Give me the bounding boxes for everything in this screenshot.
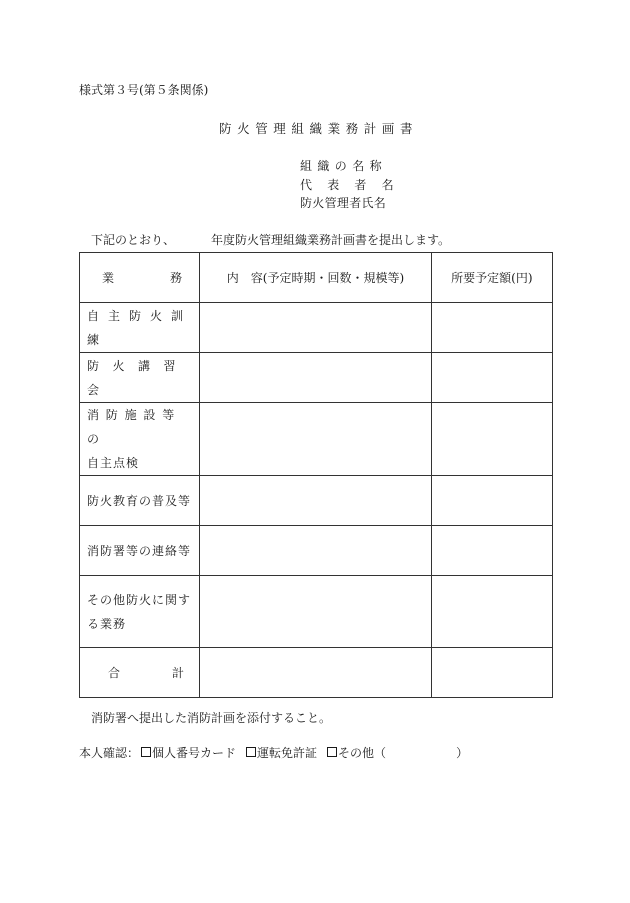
- budget-cell[interactable]: [431, 403, 552, 476]
- submission-prefix: 下記のとおり、: [91, 233, 176, 247]
- table-row: [80, 353, 553, 403]
- budget-cell[interactable]: [431, 476, 552, 526]
- task-cell: [80, 576, 200, 648]
- task-cell: 自主防火訓練: [80, 303, 200, 353]
- table-row: [80, 576, 553, 648]
- option-mynumber-card: 個人番号カード: [152, 746, 237, 760]
- task-cell: 消防署等の連絡等: [80, 526, 200, 576]
- task-line2: る業務: [87, 616, 127, 631]
- budget-cell[interactable]: [431, 303, 552, 353]
- total-label: [80, 648, 200, 698]
- option-other: その他（: [338, 746, 387, 760]
- task-line2: 自主点検: [87, 456, 140, 470]
- header-task-a: 業: [102, 271, 115, 285]
- total-b: 計: [172, 666, 185, 680]
- plan-table: [79, 252, 553, 698]
- task-line1: その他防火に関す: [87, 592, 192, 607]
- organization-name-label: 組織の名称: [300, 159, 388, 173]
- content-cell[interactable]: [200, 576, 431, 648]
- total-budget-cell[interactable]: [431, 648, 552, 698]
- checkbox-license[interactable]: [246, 747, 256, 757]
- option-drivers-license: 運転免許証: [257, 746, 318, 760]
- identity-label: 本人確認：: [79, 746, 140, 760]
- attachment-note: 消防署へ提出した消防計画を添付すること。: [91, 711, 332, 725]
- task-cell: [80, 403, 200, 476]
- representative-label: 代表者名: [300, 178, 409, 192]
- table-row: [80, 303, 553, 353]
- header-task: [80, 253, 200, 303]
- content-cell[interactable]: [200, 476, 431, 526]
- table-row: [80, 403, 553, 476]
- header-task-b: 務: [170, 271, 183, 285]
- option-other-close: ）: [456, 746, 469, 760]
- submission-suffix: 年度防火管理組織業務計画書を提出します。: [211, 233, 451, 247]
- identity-confirmation: [79, 744, 468, 761]
- content-cell[interactable]: [200, 353, 431, 403]
- table-row: [80, 526, 553, 576]
- table-total-row: [80, 648, 553, 698]
- submission-statement: [91, 231, 450, 248]
- table-header-row: [80, 253, 553, 303]
- header-content: 内 容(予定時期・回数・規模等): [200, 253, 431, 303]
- task-cell: 防火教育の普及等: [80, 476, 200, 526]
- content-cell[interactable]: [200, 526, 431, 576]
- form-number: 様式第３号(第５条関係): [79, 83, 209, 97]
- header-budget: 所要予定額(円): [431, 253, 552, 303]
- content-cell[interactable]: [200, 303, 431, 353]
- document-title: 防火管理組織業務計画書: [219, 121, 419, 136]
- total-a: 合: [108, 666, 121, 680]
- table-row: [80, 476, 553, 526]
- fire-manager-label: 防火管理者氏名: [300, 196, 387, 210]
- task-cell: 防火講習会: [80, 353, 200, 403]
- checkbox-other[interactable]: [327, 747, 337, 757]
- budget-cell[interactable]: [431, 576, 552, 648]
- content-cell[interactable]: [200, 403, 431, 476]
- budget-cell[interactable]: [431, 526, 552, 576]
- total-content-cell[interactable]: [200, 648, 431, 698]
- task-line1: 消防施設等の: [87, 408, 182, 446]
- budget-cell[interactable]: [431, 353, 552, 403]
- checkbox-mynumber[interactable]: [141, 747, 151, 757]
